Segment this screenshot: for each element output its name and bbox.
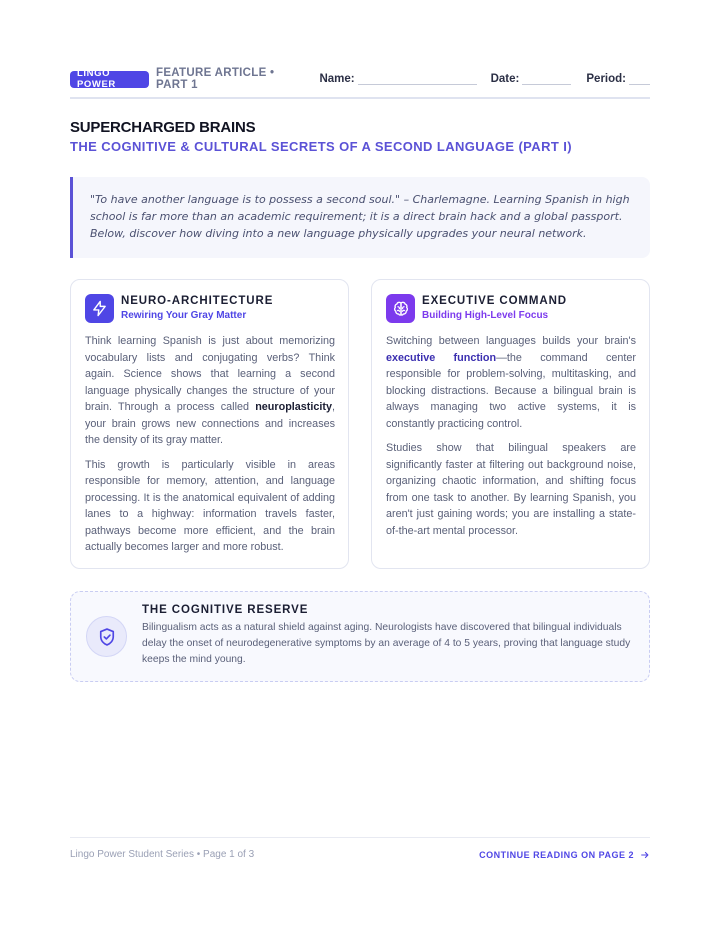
intro-quote [70,177,650,258]
card-heading: EXECUTIVE COMMAND [422,295,568,307]
date-line[interactable] [522,73,571,85]
footer-series-label: Lingo Power Student Series • Page 1 of 3 [70,849,255,860]
cognitive-reserve-box [70,591,650,682]
card-subheading: Building High-Level Focus [422,310,549,321]
card-paragraph: Think learning Spanish is just about memorizing vocabulary lists and conjugating verbs? Think again. Science shows that learning a second language physically changes the structure of your brain. Through a process called neuroplasticity, your brain grows new connections and increases the density of its gray matter. [85,335,335,446]
reserve-body: Bilingualism acts as a natural shield against aging. Neurologists have discovered that bilingual individuals delay the onset of neurodegenerative symptoms by an average of 4 to 5 years, proving that language study keeps the mind young. [142,622,631,665]
brand-badge: LINGO POWER [70,71,149,88]
continue-reading-link[interactable] [479,850,650,860]
card-paragraph: This growth is particularly visible in areas responsible for memory, attention, and language processing. It is the anatomical equivalent of adding lanes to a highway: information travels faster, pathways become more efficient, and the brain actually becomes larger and more robust. [85,458,335,553]
brain-icon [386,294,415,323]
footer-divider [70,837,650,838]
card-neuro-architecture [70,279,349,569]
card-heading: NEURO-ARCHITECTURE [121,295,274,307]
page-title: SUPERCHARGED BRAINS [70,119,256,136]
shield-check-icon [86,616,127,657]
header [70,67,650,91]
period-label: Period: [586,73,626,85]
name-line[interactable] [358,73,477,85]
arrow-right-icon [640,850,650,860]
period-field[interactable] [586,73,650,85]
date-field[interactable] [491,73,572,85]
lightning-icon [85,294,114,323]
key-term: executive function [386,351,497,364]
quote-text: "To have another language is to possess a second soul." – Charlemagne. Learning Spanish in high school is far more than an academic requirement; it is a direct brain hack and a global passport. Below, discover how diving into a new language physically upgrades your neural network. [90,193,630,240]
card-subheading: Rewiring Your Gray Matter [121,310,247,321]
card-paragraph: Switching between languages builds your brain's executive function—the command center responsible for problem-solving, multitasking, and blocking distractions. Because a bilingual brain is always managing two active systems, it is constantly practicing control. [386,335,636,430]
card-body [386,333,636,547]
worksheet-page [70,0,650,932]
name-label: Name: [319,73,355,85]
card-executive-command [371,279,650,569]
date-label: Date: [490,73,520,85]
continue-reading-label: CONTINUE READING ON PAGE 2 [479,850,634,860]
name-field[interactable] [319,73,476,85]
header-divider [70,97,650,99]
key-term: neuroplasticity [255,401,332,413]
reserve-title: THE COGNITIVE RESERVE [142,604,309,616]
period-line[interactable] [629,73,650,85]
card-paragraph: Studies show that bilingual speakers are significantly faster at filtering out background noise, organizing chaotic information, and shifting focus from one task to another. By learning Spanish, you aren't just gaining words; you are installing a state-of-the-art mental processor. [386,442,636,537]
page-subtitle: THE COGNITIVE & CULTURAL SECRETS OF A SECOND LANGUAGE (PART I) [70,139,572,154]
feature-label: FEATURE ARTICLE • PART 1 [156,67,275,91]
card-body [85,333,335,564]
